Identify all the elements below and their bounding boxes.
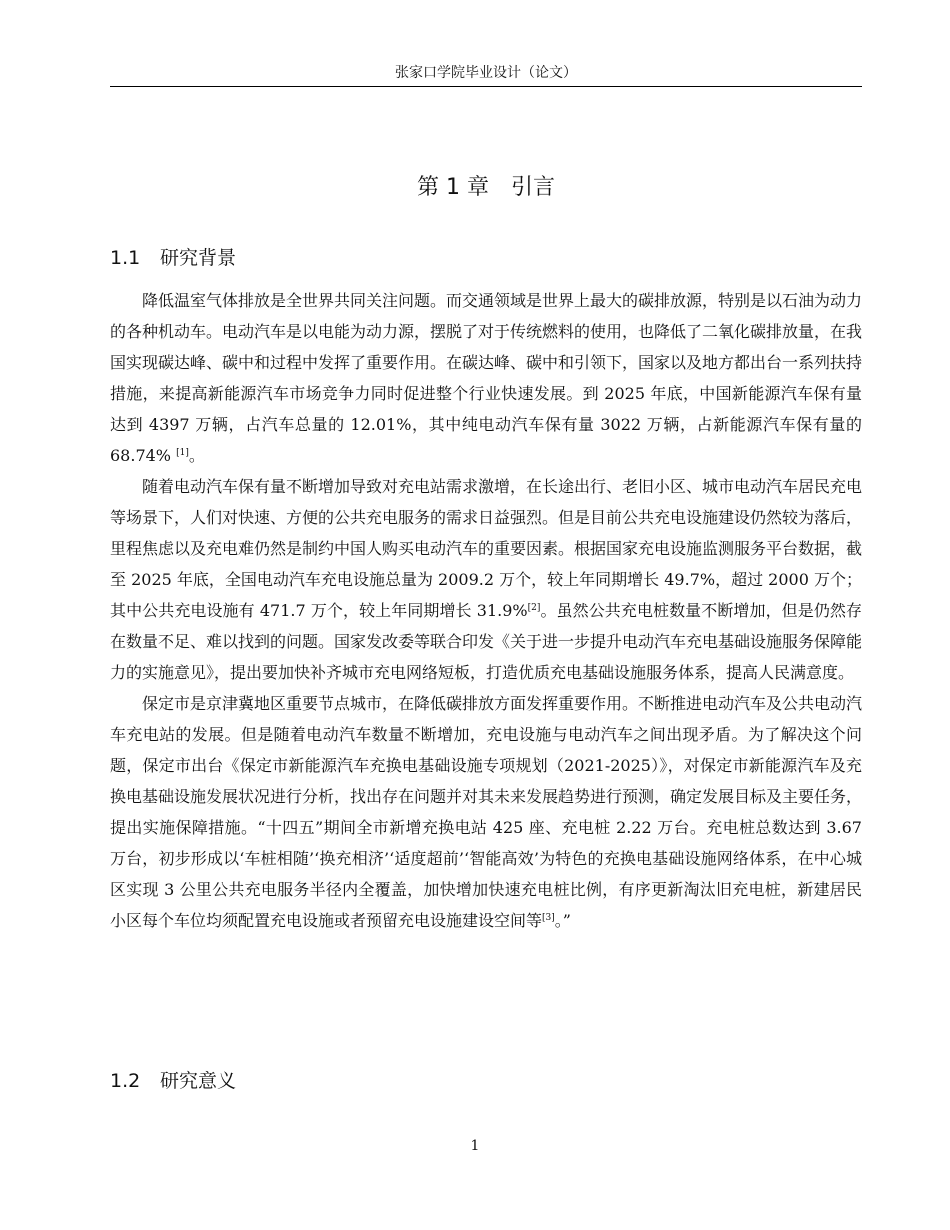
- section-heading-1-2: [110, 1067, 236, 1095]
- paragraph-tail: 。: [188, 446, 205, 465]
- section-number: 1.1: [110, 247, 141, 269]
- section-number: 1.2: [110, 1070, 141, 1092]
- body-paragraph-2: [110, 471, 862, 688]
- paragraph-text: 随着电动汽车保有量不断增加导致对充电站需求激增，在长途出行、老旧小区、城市电动汽车居民充电等场景下，人们对快速、方便的公共充电服务的需求日益强烈。但是目前公共充电设施建设仍然较为落后，里程焦虑以及充电难仍然是制约中国人购买电动汽车的重要因素。根据国家充电设施监测服务平台数据，截至 2025 年底，全国电动汽车充电设施总量为 2009.2 万个，较上年同期增长 49.7%，超过 2000 万个；其中公共充电设施有 471.7 万个，较上年同期增长 31.9%: [110, 477, 863, 620]
- page-header: 张家口学院毕业设计（论文）: [395, 65, 577, 81]
- section-title: 研究背景: [160, 247, 237, 269]
- paragraph-text: 保定市是京津冀地区重要节点城市，在降低碳排放方面发挥重要作用。不断推进电动汽车及公共电动汽车充电站的发展。但是随着电动汽车数量不断增加，充电设施与电动汽车之间出现矛盾。为了解决这个问题，保定市出台《保定市新能源汽车充换电基础设施专项规划（2021-2025）》，对保定市新能源汽车及充换电基础设施发展状况进行分析，找出存在问题并对其未来发展趋势进行预测，确定发展目标及主要任务，提出实施保障措施。“十四五”期间全市新增充换电站 425 座、充电桩 2.22 万台。充电桩总数达到 3.67 万台，初步形成以‘车桩相随’‘换充相济’‘适度超前’‘智能高效’为特色的充换电基础设施网络体系，在中心城区实现 3 公里公共充电服务半径内全覆盖，加快增加快速充电桩比例，有序更新淘汰旧充电桩，新建居民小区每个车位均须配置充电设施或者预留充电设施建设空间等: [110, 694, 863, 930]
- citation-ref: [1]: [176, 448, 189, 458]
- chapter-name: 引言: [510, 175, 555, 200]
- header-rule: [110, 86, 862, 87]
- paragraph-tail: 。”: [554, 911, 571, 930]
- chapter-number: 第 1 章: [417, 175, 489, 200]
- body-paragraph-1: [110, 285, 862, 471]
- paragraph-tail: 。虽然公共充电桩数量不断增加，但是仍然存在数量不足、难以找到的问题。国家发改委等联合印发《关于进一步提升电动汽车充电基础设施服务保障能力的实施意见》，提出要加快补齐城市充电网络短板，打造优质充电基础设施服务体系，提高人民满意度。: [110, 601, 863, 682]
- section-heading-1-1: [110, 244, 236, 272]
- citation-ref: [3]: [542, 913, 555, 923]
- section-body: [110, 285, 862, 936]
- chapter-title: [110, 172, 862, 204]
- body-paragraph-3: [110, 688, 862, 936]
- citation-ref: [2]: [527, 603, 541, 613]
- section-title: 研究意义: [160, 1070, 237, 1092]
- paragraph-text: 降低温室气体排放是全世界共同关注问题。而交通领域是世界上最大的碳排放源，特别是以石油为动力的各种机动车。电动汽车是以电能为动力源，摆脱了对于传统燃料的使用，也降低了二氧化碳排放量，在我国实现碳达峰、碳中和过程中发挥了重要作用。在碳达峰、碳中和引领下，国家以及地方都出台一系列扶持措施，来提高新能源汽车市场竞争力同时促进整个行业快速发展。到 2025 年底，中国新能源汽车保有量达到 4397 万辆，占汽车总量的 12.01%，其中纯电动汽车保有量 3022 万辆，占新能源汽车保有量的 68.74%: [110, 291, 863, 465]
- page-number: 1: [470, 1138, 480, 1154]
